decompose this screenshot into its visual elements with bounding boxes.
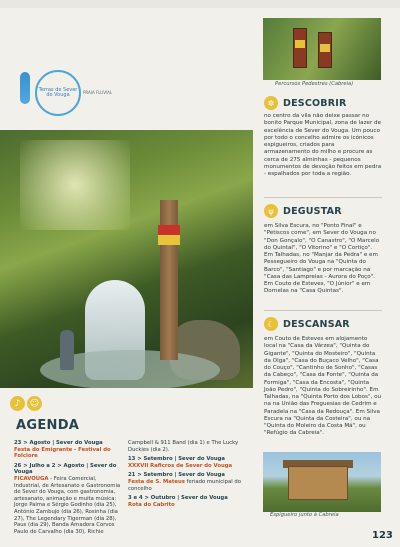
trail-sign-marker: [295, 40, 305, 48]
agenda-event-desc: - Feira Comercial, Industrial, de Artesanato e Gastronomia de Sever do Vouga, com gastronomia, artesanato, animação e muita música: Jorge Palma e Sérgio Godinho (dia 25), António Zambujo (dia 26), Rosinha (dia 27), The Legendary Tigerman (dia 28), Paus (dia 29), Banda Amadora Corvos Paulo de Carvalho (dia 30), Richie: [14, 476, 121, 535]
agenda-event-title: Festa de S. Mateus: [128, 479, 185, 486]
agenda-event-date: 23 > Agosto | Sever do Vouga: [14, 440, 103, 446]
circular-logo-text: Terras de Sever do Vouga: [38, 86, 78, 98]
agenda-event: [14, 440, 124, 460]
section-title: DESCANSAR: [283, 318, 350, 330]
section-text-descobrir: no centro da vila não deixe passar no bonito Parque Municipal, zona de lazer de excelência de Sever do Vouga. Um pouco por todo o concelho admire os icónicos espigueiros, criados para armazenamento do milho e procure as cerca de 275 alminhas - pequenos monumentos de devoção feitos em pedra - espalhados por toda a região.: [264, 113, 382, 178]
agenda-event-desc: feriado municipal do concelho: [128, 479, 241, 492]
agenda-event: [128, 440, 258, 453]
agenda-icons: [10, 396, 42, 411]
agenda-event: [14, 463, 124, 536]
section-text-degustar: em Silva Escura, no "Ponto Final" e "Petiscos come", em Sever do Vouga no "Don Gonçalo", "O Canastro", "O Marcelo do Quintal", "O Vitorino" e "O Cortiço". Em Talhadas, no "Manjar da Pedra" e em Pessegueiro do Vouga na "Quinta do Barco", "Santiago" e por marcação na "Casa das Lampreias - Aurora do Poço". Em Couto de Esteves, "O Júnior" e em Dornelas na "Casa Quintas".: [264, 223, 380, 295]
circular-logo: [35, 70, 81, 116]
agenda-event-desc: Campbell & 911 Band (dia 1) e The Lucky Duckies (dia 2).: [128, 440, 239, 453]
binoculars-icon: ✲: [264, 96, 278, 110]
agenda-event: [128, 495, 258, 508]
section-title: DEGUSTAR: [283, 205, 342, 217]
agenda-event-title: Festa do Emigrante - Festival do Folclore: [14, 446, 111, 460]
agenda-event: [128, 456, 258, 469]
agenda-event: [128, 472, 258, 492]
agenda-event-title: Rota do Cabrito: [128, 501, 175, 508]
agenda-event-date: 3 e 4 > Outubro | Sever do Vouga: [128, 495, 228, 502]
section-header-degustar: [264, 204, 342, 218]
ear-icon: ♪: [10, 396, 25, 411]
section-title: DESCOBRIR: [283, 97, 347, 109]
small-logo-text: PRAIA FLUVIAL: [83, 90, 113, 95]
section-text-descansar: em Couto de Esteves em alojamento local na "Casa da Várzea", "Quinta do Gigante", "Quinta do Mosteiro", "Quinta da Olga", "Casa do Buçaco Velho", "Casa do Couço", "Cantinho de Sonho", "Casas da Cabeço", "Casa da Fonte", "Quinta da Formiga", "Casa da Encosta", "Quinta João Pedro", "Quinta do Sobreirinho". Em Talhadas, na "Quinta Porto dos Lobos", ou na na União das Freguesias de Cedrim e Paradela na "Casa da Redouça". Em Silva Escura na "Quinta da Costeira", ou na "Quinta do Moleiro da Costa Má", ou "Refúgio da Cabreia".: [264, 336, 382, 437]
agenda-title: AGENDA: [16, 418, 80, 433]
bottom-photo-caption: Espigueiro junto à Cabreia: [270, 512, 339, 518]
photo-person: [60, 330, 74, 370]
agenda-event-date: 13 > Setembro | Sever do Vouga: [128, 456, 225, 463]
top-photo-caption: Percursos Pedestres (Cabreia): [275, 81, 354, 87]
agenda-event-title: XXXVII Raficros de Sever do Vouga: [128, 462, 233, 469]
section-header-descobrir: [264, 96, 346, 110]
page-number: 123: [372, 530, 393, 541]
trail-marker-yellow: [158, 235, 180, 245]
section-divider: [264, 310, 382, 311]
agenda-column-1: [14, 440, 124, 539]
agenda-event-date: 26 > Julho a 2 > Agosto | Sever do Vouga: [14, 462, 117, 476]
photo-trail-post: [160, 200, 178, 360]
people-icon: ☺: [27, 396, 42, 411]
trail-sign: [293, 28, 307, 68]
granary: [288, 466, 348, 500]
cutlery-icon: ψ: [264, 204, 278, 218]
agenda-event-date: 21 > Setembro | Sever do Vouga: [128, 472, 225, 479]
page-top-edge: [0, 0, 400, 8]
trail-sign-marker: [320, 44, 330, 52]
agenda-column-2: [128, 440, 258, 511]
bed-icon: ☾: [264, 317, 278, 331]
thermometer-logo-icon: [20, 72, 30, 104]
agenda-event-title: FICAVOUGA: [14, 476, 49, 483]
waterfall-photo: [0, 130, 253, 388]
trail-signs-photo: [263, 18, 381, 80]
granary-photo: [263, 452, 381, 512]
section-header-descansar: [264, 317, 350, 331]
trail-marker-red: [158, 225, 180, 235]
section-divider: [264, 197, 382, 198]
photo-light-area: [20, 140, 130, 230]
